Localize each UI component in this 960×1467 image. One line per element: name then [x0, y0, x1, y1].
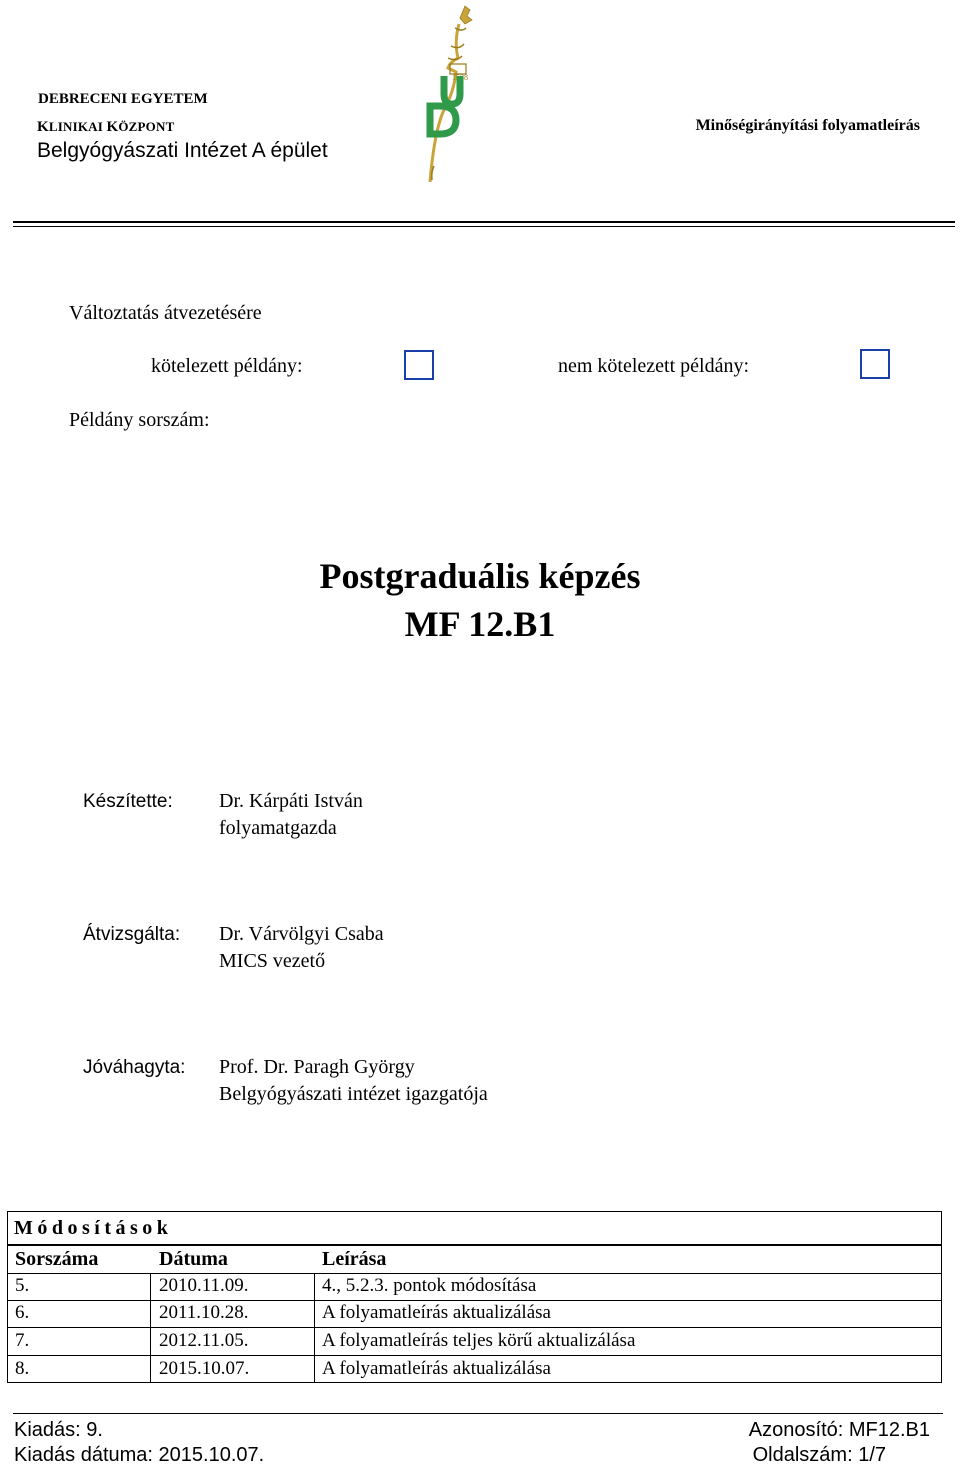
table-cell: 4., 5.2.3. pontok módosítása	[322, 1275, 537, 1296]
header-divider-thin	[13, 226, 955, 227]
column-header: Dátuma	[159, 1248, 228, 1270]
header-divider	[13, 221, 955, 223]
table-cell: 2010.11.09.	[159, 1275, 249, 1296]
edition: Kiadás: 9.	[14, 1419, 103, 1441]
footer-divider	[13, 1413, 943, 1414]
prepared-by-role: folyamatgazda	[219, 817, 337, 839]
center-k3: K	[106, 119, 119, 135]
mandatory-copy-checkbox[interactable]	[404, 350, 434, 380]
modifications-title: Módosítások	[14, 1217, 173, 1239]
title-main: Postgraduális képzés	[319, 556, 641, 596]
reviewed-by-label: Átvizsgálta:	[83, 924, 181, 945]
copy-serial-label: Példány sorszám:	[69, 409, 210, 431]
title-code: MF 12.B1	[404, 604, 556, 644]
center-k2: LINIKAI	[48, 119, 107, 134]
center-k1: K	[37, 119, 49, 135]
table-line	[7, 1273, 942, 1274]
document-title	[0, 552, 960, 648]
mandatory-copy-label: kötelezett példány:	[151, 355, 303, 377]
university-logo	[410, 2, 480, 184]
table-line	[7, 1355, 942, 1356]
approved-by	[219, 1054, 488, 1108]
table-col-divider	[150, 1273, 151, 1383]
table-cell: 2015.10.07.	[159, 1358, 250, 1379]
table-line	[7, 1244, 942, 1246]
university-name: DEBRECENI EGYETEM	[38, 91, 208, 107]
optional-copy-checkbox[interactable]	[860, 349, 890, 379]
center-k4: ÖZPONT	[118, 119, 175, 134]
table-line	[7, 1327, 942, 1328]
document-identifier: Azonosító: MF12.B1	[748, 1419, 930, 1441]
prepared-by	[219, 788, 363, 842]
logo-year: 1538	[452, 73, 468, 82]
table-cell: A folyamatleírás aktualizálása	[322, 1358, 551, 1379]
table-cell: 7.	[15, 1330, 30, 1351]
edition-date: Kiadás dátuma: 2015.10.07.	[14, 1444, 265, 1466]
optional-copy-label: nem kötelezett példány:	[558, 355, 750, 377]
table-cell: 2012.11.05.	[159, 1330, 249, 1351]
institute-name: Belgyógyászati Intézet A épület	[37, 139, 328, 162]
reviewed-by-role: MICS vezető	[219, 950, 326, 972]
table-cell: 6.	[15, 1302, 30, 1323]
approved-by-label: Jóváhagyta:	[83, 1057, 186, 1078]
table-cell: A folyamatleírás aktualizálása	[322, 1302, 551, 1323]
table-line	[7, 1300, 942, 1301]
page-number: Oldalszám: 1/7	[752, 1444, 886, 1466]
change-label: Változtatás átvezetésére	[69, 302, 262, 324]
reviewed-by-name: Dr. Várvölgyi Csaba	[219, 923, 384, 945]
prepared-by-name: Dr. Kárpáti István	[219, 790, 363, 812]
approved-by-role: Belgyógyászati intézet igazgatója	[219, 1083, 488, 1105]
prepared-by-label: Készítette:	[83, 791, 173, 812]
column-header: Sorszáma	[15, 1248, 99, 1270]
table-cell: 5.	[15, 1275, 30, 1296]
center-name	[37, 119, 174, 136]
reviewed-by	[219, 921, 384, 975]
document-type: Minőségirányítási folyamatleírás	[695, 117, 920, 134]
table-cell: 2011.10.28.	[159, 1302, 249, 1323]
table-cell: 8.	[15, 1358, 30, 1379]
approved-by-name: Prof. Dr. Paragh György	[219, 1056, 415, 1078]
table-col-divider	[314, 1273, 315, 1383]
table-cell: A folyamatleírás teljes körű aktualizálása	[322, 1330, 636, 1351]
column-header: Leírása	[322, 1248, 387, 1270]
